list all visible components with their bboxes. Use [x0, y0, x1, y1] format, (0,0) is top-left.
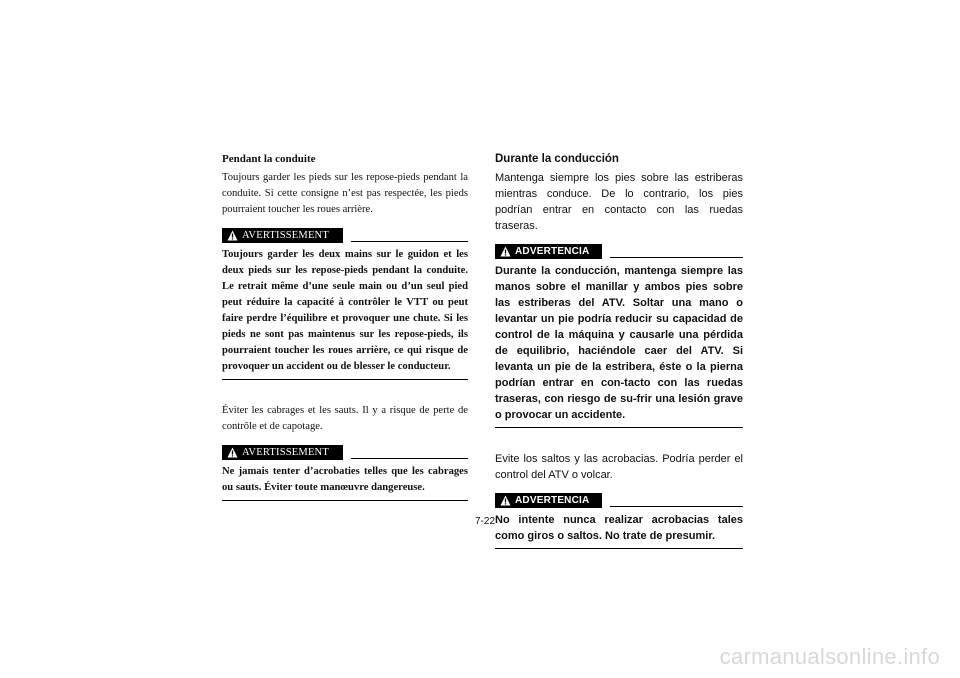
- paragraph-es-1: Mantenga siempre los pies sobre las estriberas mientras conduce. De lo contrario, los pies podrían entrar en contacto con las ruedas traseras.: [495, 172, 743, 232]
- warning-badge-fr-1: [222, 228, 343, 243]
- section-heading-fr: Pendant la conduite: [222, 153, 316, 165]
- french-column: [222, 152, 468, 501]
- page-number: 7-22: [475, 516, 496, 527]
- warning-badge-fr-2: [222, 445, 343, 460]
- warning-header-fr-1: [222, 226, 468, 243]
- warning-label-es-1: ADVERTENCIA: [515, 246, 590, 257]
- paragraph-fr-2: Éviter les cabrages et les sauts. Il y a risque de perte de contrôle et de capotage.: [222, 405, 468, 432]
- warning-badge-es-2: [495, 493, 602, 508]
- paragraph-es-2: Evite los saltos y las acrobacias. Podría perder el control del ATV o volcar.: [495, 453, 743, 481]
- warning-header-es-1: [495, 242, 743, 259]
- divider: [610, 257, 743, 258]
- warning-header-fr-2: [222, 443, 468, 460]
- divider: [351, 458, 468, 459]
- warning-header-es-2: [495, 491, 743, 508]
- warning-triangle-icon: [227, 230, 238, 241]
- warning-label-es-2: ADVERTENCIA: [515, 495, 590, 506]
- divider: [351, 241, 468, 242]
- warning-triangle-icon: [500, 246, 511, 257]
- warning-text-fr-2: Ne jamais tenter d’acrobaties telles que les cabrages ou sauts. Éviter toute manœuvre dangereuse.: [222, 464, 468, 501]
- warning-text-es-2: No intente nunca realizar acrobacias tales como giros o saltos. No trate de presumir.: [495, 512, 743, 549]
- warning-triangle-icon: [227, 447, 238, 458]
- divider: [610, 506, 743, 507]
- warning-badge-es-1: [495, 244, 602, 259]
- watermark: carmanualsonline.info: [719, 644, 940, 669]
- warning-label-fr-1: AVERTISSEMENT: [242, 230, 329, 241]
- warning-text-es-1: Durante la conducción, mantenga siempre las manos sobre el manillar y ambos pies sobre las estriberas del ATV. Soltar una mano o levantar un pie podría reducir su capacidad de control de la máquina y causarle una pérdida de equilibrio, haciéndole caer del ATV. Si levanta un pie de la estribera, éste o la pierna podrían entrar en con-tacto con las ruedas traseras, con riesgo de su-frir una lesión grave o provocar un accidente.: [495, 263, 743, 428]
- warning-text-fr-1: Toujours garder les deux mains sur le guidon et les deux pieds sur les repose-pieds pendant la conduite. Le retrait même d’une seule main ou d’un seul pied peut réduire la capacité à contrôler le VTT ou peut faire perdre l’équilibre et provoquer une chute. Si les pieds ne sont pas maintenus sur les repose-pieds, ils pourraient toucher les roues arrière, ce qui risque de provoquer un accident ou de blesser le conducteur.: [222, 247, 468, 380]
- paragraph-fr-1: Toujours garder les pieds sur les repose-pieds pendant la conduite. Si cette consigne n’est pas respectée, les pieds pourraient toucher les roues arrière.: [222, 172, 468, 215]
- warning-triangle-icon: [500, 495, 511, 506]
- spanish-column: [495, 152, 743, 549]
- warning-label-fr-2: AVERTISSEMENT: [242, 447, 329, 458]
- section-heading-es: Durante la conducción: [495, 153, 619, 165]
